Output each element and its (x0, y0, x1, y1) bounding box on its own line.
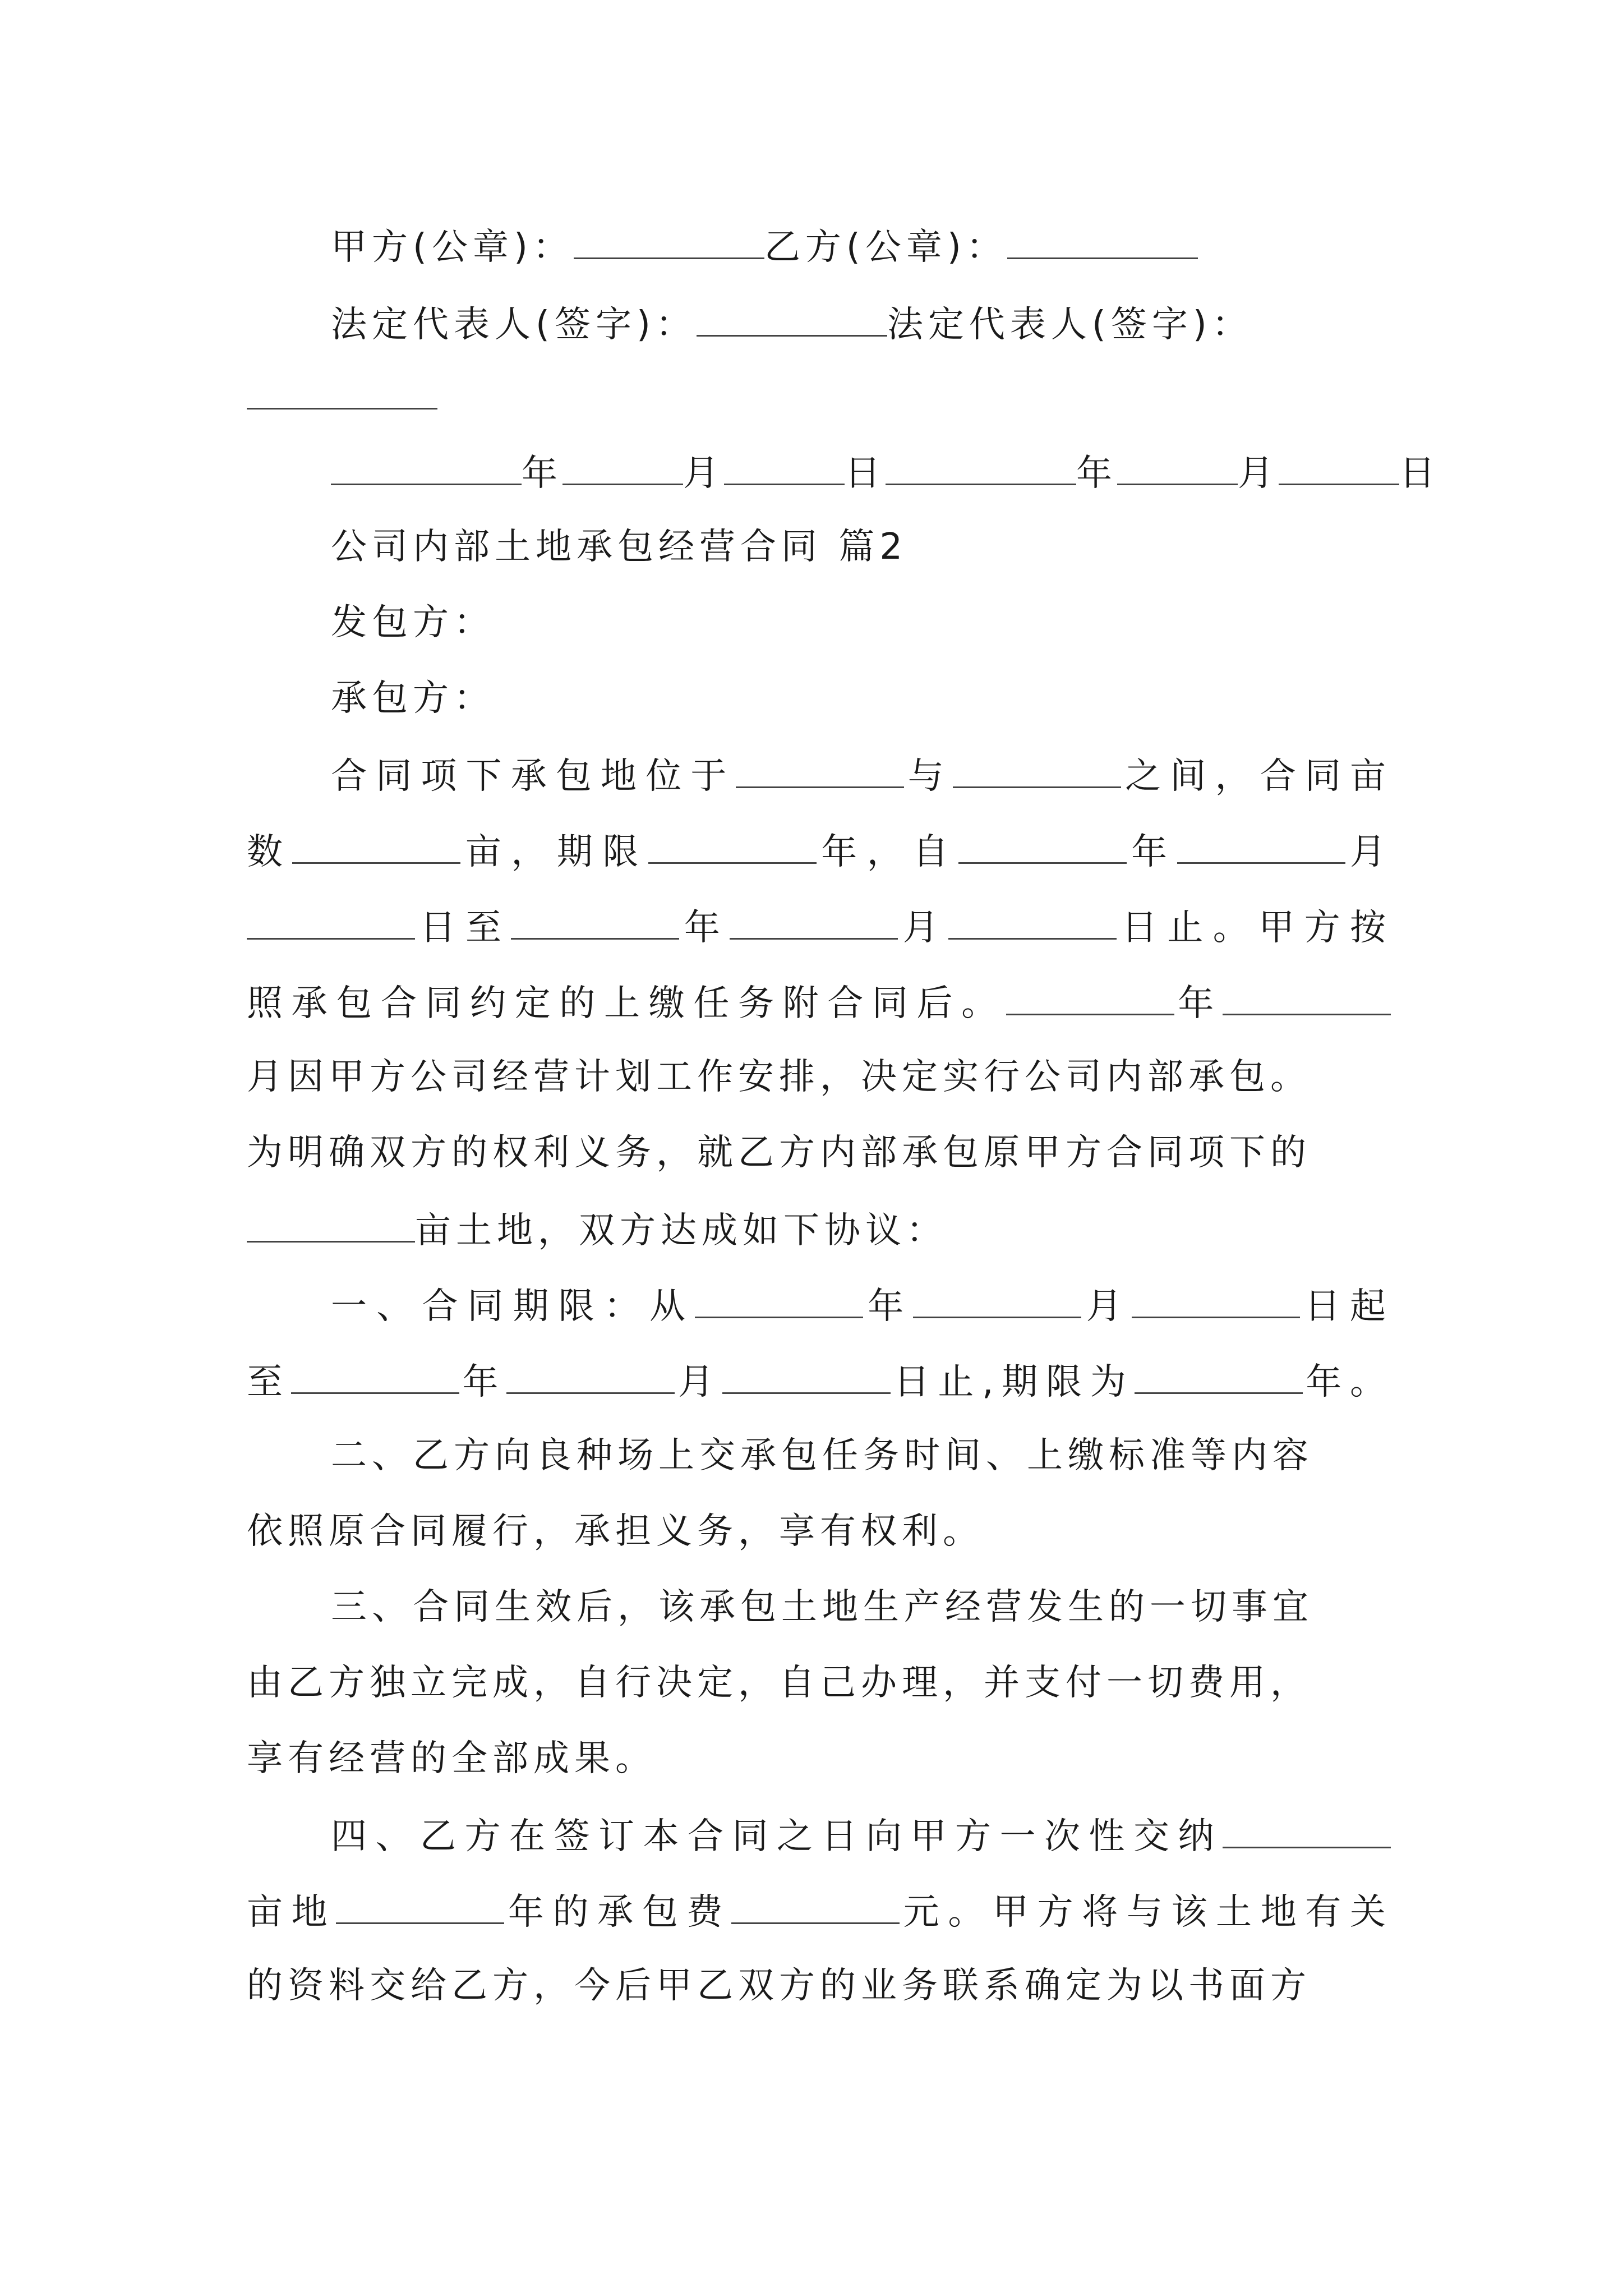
end-year-blank[interactable] (511, 903, 679, 940)
clause3-line3: 享有经营的全部成果。 (247, 1738, 656, 1779)
section-title: 公司内部土地承包经营合同 篇2 (331, 526, 908, 568)
inner-acreage-blank[interactable] (247, 1206, 415, 1243)
para1-text: 月 (1345, 831, 1391, 873)
para1-text: 年 (1126, 831, 1177, 873)
clause1-text: 月 (675, 1361, 722, 1403)
rep-b-blank[interactable] (247, 373, 437, 409)
rep-b-line (247, 373, 1391, 418)
start-month-blank[interactable] (1177, 827, 1345, 864)
para1-text: 照承包合同约定的上缴任务附合同后。 (247, 983, 1006, 1024)
rep-a-label: 法定代表人(签字)： (331, 304, 697, 346)
date-a-year-blank[interactable] (331, 449, 522, 485)
party-b-seal-blank[interactable] (1007, 223, 1198, 259)
date-b-month-blank[interactable] (1117, 449, 1238, 485)
para1-line6: 为明确双方的权利义务，就乙方内部承包原甲方合同项下的 (247, 1132, 1311, 1174)
party-a-seal-blank[interactable] (574, 223, 764, 259)
clause4-line1 (247, 1812, 1391, 1857)
clause2-line1: 二、乙方向良种场上交承包任务时间、上缴标准等内容 (331, 1435, 1313, 1476)
clause3-line2: 由乙方独立完成，自行决定，自己办理，并支付一切费用， (247, 1662, 1311, 1704)
issuer-label: 发包方： (331, 602, 495, 643)
clause1-text: 一、合同期限：从 (331, 1286, 695, 1327)
c1-end-year-blank[interactable] (291, 1358, 459, 1394)
clause4-text: 年的承包费 (504, 1892, 732, 1933)
clause3-line1: 三、合同生效后，该承包土地生产经营发生的一切事宜 (331, 1586, 1313, 1628)
date-b-month-unit: 月 (1238, 453, 1279, 494)
rep-a-blank[interactable] (697, 300, 887, 337)
clause1-text: 年 (863, 1286, 914, 1327)
para1-line5: 月因甲方公司经营计划工作安排，决定实行公司内部承包。 (247, 1056, 1311, 1098)
para1-line4 (247, 979, 1391, 1024)
clause1-line1 (247, 1282, 1391, 1327)
date-a-month-unit: 月 (683, 453, 724, 494)
plan-month-blank[interactable] (1223, 979, 1391, 1015)
acreage-blank[interactable] (292, 827, 460, 864)
date-a-day-unit: 日 (845, 453, 886, 494)
clause1-line2 (247, 1358, 1391, 1402)
para1-text: 亩土地，双方达成如下协议： (415, 1210, 947, 1251)
term-years-blank[interactable] (648, 827, 817, 864)
clause2-line2: 依照原合同履行，承担义务，享有权利。 (247, 1511, 984, 1552)
para1-text: 月 (898, 907, 949, 949)
c4-fee-blank[interactable] (731, 1888, 900, 1924)
clause1-text: 至 (247, 1361, 291, 1403)
clause1-text: 年 (459, 1361, 507, 1403)
clause4-line3: 的资料交给乙方，今后甲乙双方的业务联系确定为以书面方 (247, 1965, 1311, 2007)
para1-text: 之间，合同亩 (1121, 756, 1391, 797)
date-a-day-blank[interactable] (724, 449, 845, 485)
para1-text: 年 (1174, 983, 1223, 1024)
location-blank-2[interactable] (953, 752, 1121, 788)
party-b-seal-label: 乙方(公章)： (764, 227, 1007, 268)
date-b-day-blank[interactable] (1279, 449, 1399, 485)
clause4-text: 元。甲方将与该土地有关 (900, 1892, 1391, 1933)
c1-end-month-blank[interactable] (506, 1358, 675, 1394)
c4-acreage-blank[interactable] (1223, 1812, 1391, 1848)
para1-line3 (247, 903, 1391, 948)
location-blank-1[interactable] (736, 752, 904, 788)
end-month-blank[interactable] (730, 903, 898, 940)
clause4-line2 (247, 1888, 1391, 1932)
para1-line7 (247, 1206, 1391, 1251)
clause1-text: 月 (1081, 1286, 1132, 1327)
clause1-text: 日起 (1299, 1286, 1391, 1327)
para1-text: 数 (247, 831, 293, 873)
para1-text: 合同项下承包地位于 (331, 756, 736, 797)
date-a-month-blank[interactable] (562, 449, 683, 485)
clause1-text: 日止,期限为 (890, 1361, 1135, 1403)
date-b-year-unit: 年 (1076, 453, 1117, 494)
para1-text: 日至 (415, 907, 511, 949)
seal-line (247, 223, 1391, 268)
start-year-blank[interactable] (958, 827, 1127, 864)
end-day-blank[interactable] (948, 903, 1117, 940)
c1-end-day-blank[interactable] (722, 1358, 891, 1394)
para1-line1 (247, 752, 1391, 797)
party-a-seal-label: 甲方(公章)： (331, 227, 574, 268)
clause1-text: 年。 (1302, 1361, 1391, 1403)
para1-text: 年 (679, 907, 730, 949)
date-b-year-blank[interactable] (886, 449, 1076, 485)
c1-start-year-blank[interactable] (695, 1282, 863, 1318)
c1-start-day-blank[interactable] (1132, 1282, 1300, 1318)
start-day-blank[interactable] (247, 903, 415, 940)
representative-line (247, 300, 1391, 345)
para1-text: 亩，期限 (460, 831, 648, 873)
para1-text: 年，自 (816, 831, 958, 873)
para1-text: 与 (903, 756, 953, 797)
c4-years-blank[interactable] (336, 1888, 504, 1924)
rep-b-label: 法定代表人(签字)： (887, 304, 1253, 346)
contractor-label: 承包方： (331, 678, 495, 719)
date-a-year-unit: 年 (522, 453, 562, 494)
c1-start-month-blank[interactable] (913, 1282, 1081, 1318)
date-b-day-unit: 日 (1399, 453, 1440, 494)
para1-line2 (247, 827, 1391, 872)
date-line (247, 449, 1440, 494)
plan-year-blank[interactable] (1006, 979, 1174, 1015)
clause4-text: 亩地 (247, 1892, 336, 1933)
c1-term-blank[interactable] (1135, 1358, 1303, 1394)
clause4-text: 四、乙方在签订本合同之日向甲方一次性交纳 (331, 1816, 1223, 1857)
para1-text: 日止。甲方按 (1117, 907, 1391, 949)
